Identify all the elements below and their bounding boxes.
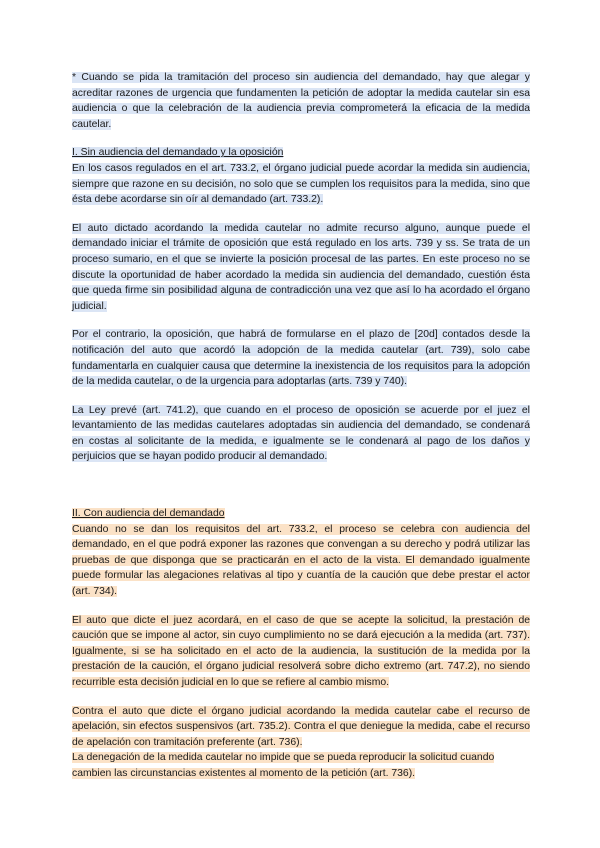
section1-paragraph-4-wrap (72, 403, 530, 465)
section1-paragraph-1: En los casos regulados en el art. 733.2, el órgano judicial puede acordar la medida sin audiencia, siempre que razone en su decisión, no solo que se cumplen los requisitos para la medida, sino que ésta debe acordarse sin oír al demandado (art. 733.2). (72, 162, 530, 206)
section1-paragraph-4: La Ley prevé (art. 741.2), que cuando en el proceso de oposición se acuerde por el juez el levantamiento de las medidas cautelares adoptadas sin audiencia del demandado, se condenará en costas al solicitante de la medida, e igualmente se le condenará al pago de los daños y perjuicios que se hayan podido producir al demandado. (72, 404, 530, 463)
section2-paragraph-3: Contra el auto que dicte el órgano judicial acordando la medida cautelar cabe el recurso de apelación, sin efectos suspensivos (art. 735.2). Contra el que deniegue la medida, cabe el recurso de apelación con tramitación preferente (art. 736). (72, 705, 530, 748)
section1-paragraph-3: Por el contrario, la oposición, que habrá de formularse en el plazo de [20d] contados desde la notificación del auto que acordó la adopción de la medida cautelar (art. 739), solo cabe fundamentarla en cualquier causa que determine la inexistencia de los requisitos para la adopción de la medida cautelar, o de la urgencia para adoptarlas (arts. 739 y 740). (72, 329, 530, 388)
section-spacer (72, 478, 530, 506)
intro-paragraph (72, 70, 530, 132)
section1-paragraph-3-wrap (72, 327, 530, 389)
intro-text: * Cuando se pida la tramitación del proceso sin audiencia del demandado, hay que alegar y acreditar razones de urgencia que fundamenten la petición de adoptar la medida cautelar sin esa audiencia o que la celebración de la audiencia previa comprometerá la eficacia de la medida cautelar. (72, 72, 530, 130)
section2-paragraph-4: La denegación de la medida cautelar no impide que se pueda reproducir la solicitud cuando cambien las circunstancias existentes al momento de la petición (art. 736). (72, 752, 495, 779)
section2-paragraph-2: El auto que dicte el juez acordará, en el caso de que se acepte la solicitud, la prestación de caución que se impone al actor, sin cuyo cumplimiento no se dará ejecución a la medida (art. 737). Igualmente, si se ha solicitado en el acto de la audiencia, la sustitución de la medida por la prestación de la caución, el órgano judicial resolverá sobre dicho extremo (art. 747.2), no siendo recurrible esta decisión judicial en lo que se refiere al cambio mismo. (72, 614, 530, 688)
document-page (72, 70, 530, 782)
section1-heading: I. Sin audiencia del demandado y la oposición (72, 147, 284, 159)
section2-final-block (72, 704, 530, 782)
section2-heading: II. Con audiencia del demandado (72, 508, 225, 520)
section2-paragraph-1: Cuando no se dan los requisitos del art. 733.2, el proceso se celebra con audiencia del demandado, en el que podrá exponer las razones que convengan a su derecho y podrá utilizar las pruebas de que disponga que se practicarán en el acto de la vista. El demandado igualmente puede formular las alegaciones relativas al tipo y cuantía de la caución que debe prestar el actor (art. 734). (72, 523, 530, 598)
section2-block (72, 506, 530, 600)
section2-paragraph-2-wrap (72, 613, 530, 691)
section1-block (72, 145, 530, 207)
section1-paragraph-2-wrap (72, 221, 530, 315)
section1-paragraph-2: El auto dictado acordando la medida cautelar no admite recurso alguno, aunque puede el demandado iniciar el trámite de oposición que está regulado en los arts. 739 y ss. Se trata de un proceso sumario, en el que se invierte la posición procesal de las partes. En este proceso no se discute la oportunidad de haber acordado la medida sin audiencia del demandado, cuestión ésta que queda firme sin posibilidad alguna de contradicción una vez que así lo ha acordado el órgano judicial. (72, 222, 530, 312)
